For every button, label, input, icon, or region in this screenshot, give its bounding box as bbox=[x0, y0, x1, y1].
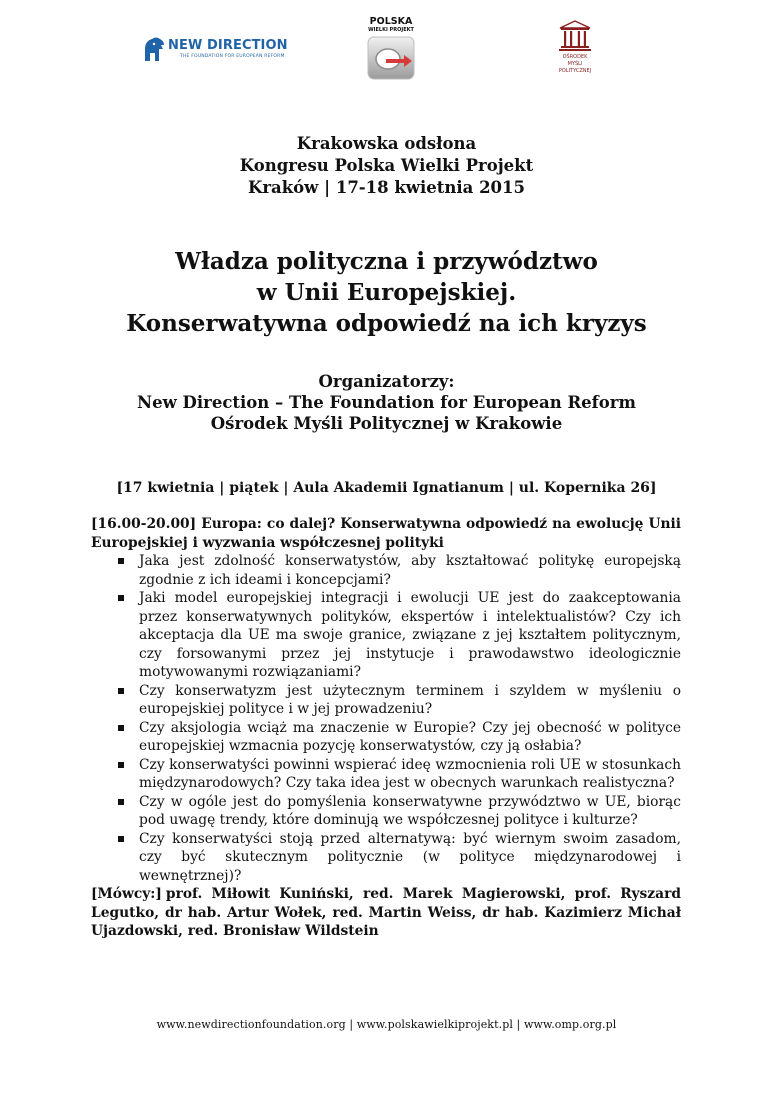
bullet-icon bbox=[118, 595, 124, 601]
list-item bbox=[91, 756, 681, 793]
new-direction-title: NEW DIRECTION bbox=[168, 38, 288, 53]
osrodek-logo bbox=[552, 18, 598, 80]
congress-line-2: Kongresu Polska Wielki Projekt bbox=[239, 156, 534, 175]
question-text: Jaka jest zdolność konserwatystów, aby kształtować politykę europejską zgodnie z ich ideami i koncepcjami? bbox=[139, 553, 681, 588]
question-text: Czy konserwatyści stoją przed alternatywą: być wiernym swoim zasadom, czy być skutecznym politycznie (w polityce międzynarodowej i wewnętrznej)? bbox=[139, 830, 681, 884]
bullet-icon bbox=[118, 725, 124, 731]
list-item bbox=[91, 682, 681, 719]
new-direction-subtitle: THE FOUNDATION FOR EUROPEAN REFORM bbox=[180, 54, 285, 59]
speakers-list: prof. Miłowit Kuniński, red. Marek Magierowski, prof. Ryszard Legutko, dr hab. Artur Wołek, red. Martin Weiss, dr hab. Kazimierz Michał Ujazdowski, red. Bronisław Wildstein bbox=[91, 886, 681, 939]
congress-heading bbox=[0, 133, 773, 199]
main-title bbox=[0, 246, 773, 339]
list-item bbox=[91, 830, 681, 886]
question-text: Czy aksjologia wciąż ma znaczenie w Europie? Czy jej obecność w polityce europejskiej wzmacnia pozycję konserwatystów, czy ją osłabia? bbox=[139, 719, 681, 754]
bullet-icon bbox=[118, 799, 124, 805]
organizer-2: Ośrodek Myśli Politycznej w Krakowie bbox=[210, 414, 563, 433]
new-direction-logo bbox=[142, 33, 292, 67]
bullet-icon bbox=[118, 762, 124, 768]
speakers bbox=[91, 885, 681, 941]
organizer-1: New Direction – The Foundation for European Reform bbox=[137, 393, 636, 412]
congress-line-3: Kraków | 17-18 kwietnia 2015 bbox=[247, 178, 526, 197]
polska-wielki-projekt-logo bbox=[362, 16, 420, 82]
osrodek-line-3: POLITYCZNEJ bbox=[558, 68, 592, 74]
question-text: Czy w ogóle jest do pomyślenia konserwatywne przywództwo w UE, biorąc pod uwagę trendy, które dominują we współczesnej polityce i kulturze? bbox=[139, 793, 681, 828]
bullet-icon bbox=[118, 688, 124, 694]
organizers-heading: Organizatorzy: bbox=[318, 372, 455, 391]
pwp-title: POLSKA bbox=[369, 16, 413, 27]
pwp-emblem-icon bbox=[366, 35, 416, 81]
session-lead: [16.00-20.00] Europa: co dalej? Konserwatywna odpowiedź na ewolucję Unii Europejskiej i wyzwania współczesnej polityki bbox=[91, 516, 681, 551]
congress-line-1: Krakowska odsłona bbox=[296, 134, 477, 153]
lion-icon bbox=[142, 35, 168, 63]
questions-list bbox=[91, 552, 681, 885]
footer-links: www.newdirectionfoundation.org | www.polskawielkiprojekt.pl | www.omp.org.pl bbox=[156, 1018, 617, 1031]
title-line-1: Władza polityczna i przywództwo bbox=[175, 248, 598, 275]
session-info: [17 kwietnia | piątek | Aula Akademii Ignatianum | ul. Kopernika 26] bbox=[116, 480, 657, 496]
list-item bbox=[91, 589, 681, 682]
pwp-subtitle: WIELKI PROJEKT bbox=[368, 27, 414, 33]
list-item bbox=[91, 552, 681, 589]
title-line-2: w Unii Europejskiej. bbox=[256, 279, 517, 306]
bullet-icon bbox=[118, 558, 124, 564]
question-text: Czy konserwatyści powinni wspierać ideę wzmocnienia roli UE w stosunkach międzynarodowych? Czy taka idea jest w obecnych warunkach realistyczna? bbox=[139, 756, 681, 791]
osrodek-line-1: OŚRODEK bbox=[562, 54, 588, 60]
question-text: Czy konserwatyzm jest użytecznym terminem i szyldem w myśleniu o europejskiej polityce i w jej prowadzeniu? bbox=[139, 682, 681, 717]
list-item bbox=[91, 793, 681, 830]
organizers bbox=[0, 371, 773, 434]
session-content bbox=[91, 515, 681, 941]
building-icon bbox=[558, 18, 592, 52]
question-text: Jaki model europejskiej integracji i ewolucji UE jest do zaakceptowania przez konserwatywnych polityków, ekspertów i intelektualistów? Czy ich akceptacja dla UE ma swoje granice, związane z jej kształtem politycznym, czy forsowanymi przez jej instytucje i prawodawstwo ideologicznie motywowanymi rozwiązaniami? bbox=[139, 590, 681, 680]
list-item bbox=[91, 719, 681, 756]
osrodek-line-2: MYŚLI bbox=[567, 61, 583, 67]
title-line-3: Konserwatywna odpowiedź na ich kryzys bbox=[126, 310, 647, 337]
speakers-label: [Mówcy:] bbox=[91, 886, 162, 902]
bullet-icon bbox=[118, 836, 124, 842]
